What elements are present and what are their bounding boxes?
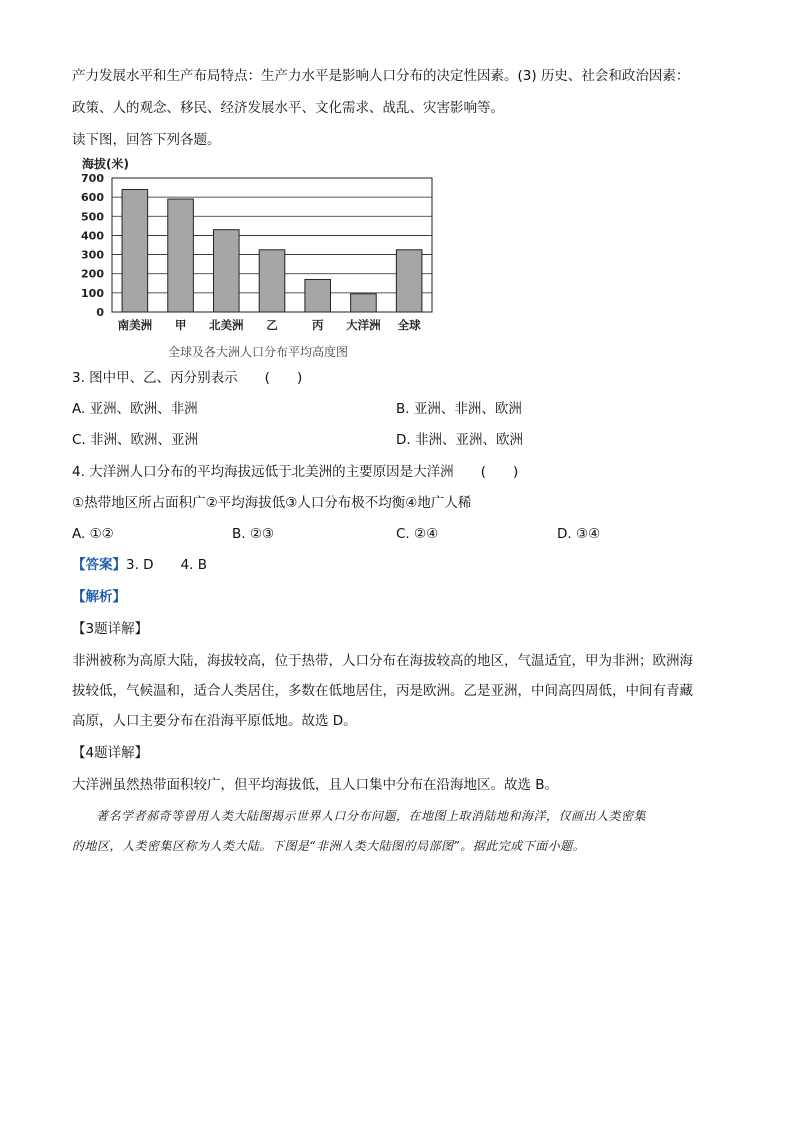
- detail3-title: 【3题详解】: [72, 621, 149, 637]
- x-tick-label: 北美洲: [209, 318, 244, 332]
- y-tick-label: 300: [81, 248, 104, 262]
- bar-5: [305, 279, 331, 312]
- q4-items: ①热带地区所占面积广②平均海拔低③人口分布极不均衡④地广人稀: [72, 495, 472, 511]
- y-tick-label: 100: [81, 286, 104, 300]
- analysis-line: [72, 587, 126, 607]
- q4-option-d: D. ③④: [557, 526, 601, 542]
- bar-2: [168, 199, 194, 312]
- bar-chart: [78, 150, 448, 365]
- y-tick-label: 200: [81, 267, 104, 281]
- x-tick-label: 乙: [266, 318, 278, 332]
- q4-option-c: C. ②④: [396, 526, 439, 542]
- q4-option-a: A. ①②: [72, 526, 114, 542]
- bar-6: [351, 294, 377, 312]
- q3-option-d: D. 非洲、亚洲、欧洲: [396, 432, 523, 448]
- intro-line-2: 政策、人的观念、移民、经济发展水平、文化需求、战乱、灾害影响等。: [72, 100, 504, 116]
- q4-stem: 4. 大洋洲人口分布的平均海拔远低于北美洲的主要原因是大洋洲 ( ): [72, 464, 519, 480]
- y-tick-label: 0: [96, 306, 104, 319]
- x-tick-label: 大洋洲: [346, 318, 381, 332]
- y-tick-label: 400: [81, 229, 104, 243]
- next-intro-line-2: 的地区，人类密集区称为人类大陆。下图是“非洲人类大陆图的局部图”。据此完成下面小题。: [72, 839, 586, 853]
- y-tick-label: 500: [81, 210, 104, 224]
- detail4-title: 【4题详解】: [72, 745, 149, 761]
- chart-caption: 全球及各大洲人口分布平均高度图: [168, 345, 349, 359]
- answer-tag: 【答案】: [72, 557, 126, 573]
- x-tick-label: 丙: [311, 318, 324, 332]
- y-tick-label: 600: [81, 191, 104, 205]
- bar-4: [259, 250, 285, 312]
- q3-option-b: B. 亚洲、非洲、欧洲: [396, 401, 522, 417]
- q3-stem: 3. 图中甲、乙、丙分别表示 ( ): [72, 370, 303, 386]
- q3-option-c: C. 非洲、欧洲、亚洲: [72, 432, 199, 448]
- answer-line: [72, 555, 207, 575]
- answer-text: 3. D 4. B: [126, 557, 207, 573]
- bar-1: [122, 189, 148, 312]
- detail3-line-1: 非洲被称为高原大陆，海拔较高，位于热带，人口分布在海拔较高的地区，气温适宜，甲为非洲；欧洲海: [72, 653, 693, 669]
- y-axis-label: 海拔(米): [82, 157, 129, 171]
- q4-option-b: B. ②③: [232, 526, 275, 542]
- bar-7: [396, 250, 422, 312]
- detail3-line-3: 高原，人口主要分布在沿海平原低地。故选 D。: [72, 713, 357, 729]
- detail3-line-2: 拔较低，气候温和，适合人类居住，多数在低地居住，丙是欧洲。乙是亚洲，中间高四周低，中间有青藏: [72, 683, 693, 699]
- y-tick-label: 700: [81, 172, 104, 185]
- next-intro-line-1: 著名学者郝奇等曾用人类大陆图揭示世界人口分布问题，在地图上取消陆地和海洋，仅画出人类密集: [96, 809, 647, 823]
- read-instruction: 读下图，回答下列各题。: [72, 132, 221, 148]
- x-tick-label: 南美洲: [117, 318, 153, 332]
- x-tick-label: 甲: [174, 318, 187, 332]
- chart-svg: [78, 150, 448, 340]
- x-tick-label: 全球: [397, 318, 421, 332]
- bar-3: [213, 230, 239, 312]
- q3-option-a: A. 亚洲、欧洲、非洲: [72, 401, 198, 417]
- detail4-line-1: 大洋洲虽然热带面积较广，但平均海拔低，且人口集中分布在沿海地区。故选 B。: [72, 777, 559, 793]
- analysis-tag: 【解析】: [72, 589, 126, 605]
- intro-line-1: 产力发展水平和生产布局特点：生产力水平是影响人口分布的决定性因素。(3) 历史、社会和政治因素：: [72, 68, 690, 84]
